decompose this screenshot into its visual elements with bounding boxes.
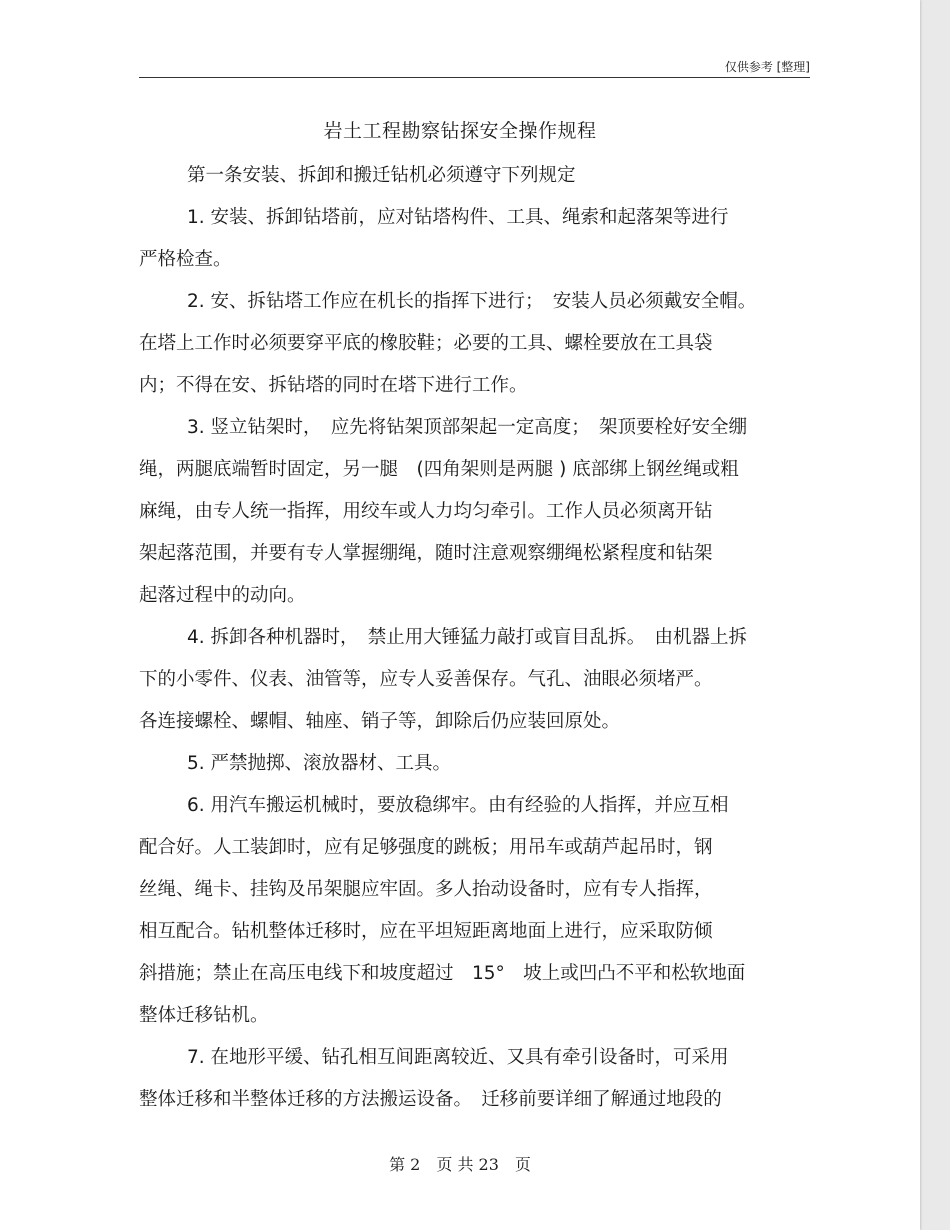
paragraph-line: 在塔上工作时必须要穿平底的橡胶鞋；必要的工具、螺栓要放在工具袋 bbox=[139, 333, 713, 354]
paragraph-line: 整体迁移钻机。 bbox=[139, 1005, 269, 1026]
paragraph-line: 下的小零件、仪表、油管等，应专人妥善保存。气孔、油眼必须堵严。 bbox=[139, 669, 713, 690]
paragraph-line: 斜措施；禁止在高压电线下和坡度超过 15° 坡上或凹凸不平和松软地面 bbox=[139, 963, 746, 984]
paragraph-line: 架起落范围，并要有专人掌握绷绳，随时注意观察绷绳松紧程度和钻架 bbox=[139, 543, 713, 564]
paragraph-line: 配合好。人工装卸时，应有足够强度的跳板；用吊车或葫芦起吊时，钢 bbox=[139, 837, 713, 858]
paragraph-line: 丝绳、绳卡、挂钩及吊架腿应牢固。多人抬动设备时，应有专人指挥， bbox=[139, 879, 713, 900]
paragraph-line: 起落过程中的动向。 bbox=[139, 585, 306, 606]
paragraph-line: 麻绳，由专人统一指挥，用绞车或人力均匀牵引。工作人员必须离开钻 bbox=[139, 501, 713, 522]
header-note: 仅供参考 [整理] bbox=[724, 60, 810, 74]
document-title: 岩土工程勘察钻探安全操作规程 bbox=[323, 120, 597, 142]
paragraph-line: 4. 拆卸各种机器时， 禁止用大锤猛力敲打或盲目乱拆。 由机器上拆 bbox=[187, 627, 748, 648]
paragraph-line: 各连接螺栓、螺帽、轴座、销子等，卸除后仍应装回原处。 bbox=[139, 711, 621, 732]
paragraph-line: 第一条安装、拆卸和搬迁钻机必须遵守下列规定 bbox=[187, 165, 576, 186]
paragraph-line: 7. 在地形平缓、钻孔相互间距离较近、又具有牵引设备时，可采用 bbox=[187, 1047, 729, 1068]
paragraph-line: 1. 安装、拆卸钻塔前，应对钻塔构件、工具、绳索和起落架等进行 bbox=[187, 207, 729, 228]
paragraph-line: 严格检查。 bbox=[139, 249, 232, 270]
page-number-footer: 第 2 页 共 23 页 bbox=[389, 1155, 531, 1174]
paragraph-line: 6. 用汽车搬运机械时，要放稳绑牢。由有经验的人指挥，并应互相 bbox=[187, 795, 729, 816]
header-divider bbox=[139, 77, 810, 78]
paragraph-line: 3. 竖立钻架时， 应先将钻架顶部架起一定高度； 架顶要栓好安全绷 bbox=[187, 417, 748, 438]
paragraph-line: 绳，两腿底端暂时固定，另一腿 (四角架则是两腿 ) 底部绑上钢丝绳或粗 bbox=[139, 459, 739, 480]
paragraph-line: 2. 安、拆钻塔工作应在机长的指挥下进行； 安装人员必须戴安全帽。 bbox=[187, 291, 757, 312]
paragraph-line: 整体迁移和半整体迁移的方法搬运设备。 迁移前要详细了解通过地段的 bbox=[139, 1089, 722, 1110]
paragraph-line: 内；不得在安、拆钻塔的同时在塔下进行工作。 bbox=[139, 375, 528, 396]
paragraph-line: 相互配合。钻机整体迁移时，应在平坦短距离地面上进行，应采取防倾 bbox=[139, 921, 713, 942]
paragraph-line: 5. 严禁抛掷、滚放器材、工具。 bbox=[187, 753, 452, 774]
document-body bbox=[139, 155, 810, 1121]
